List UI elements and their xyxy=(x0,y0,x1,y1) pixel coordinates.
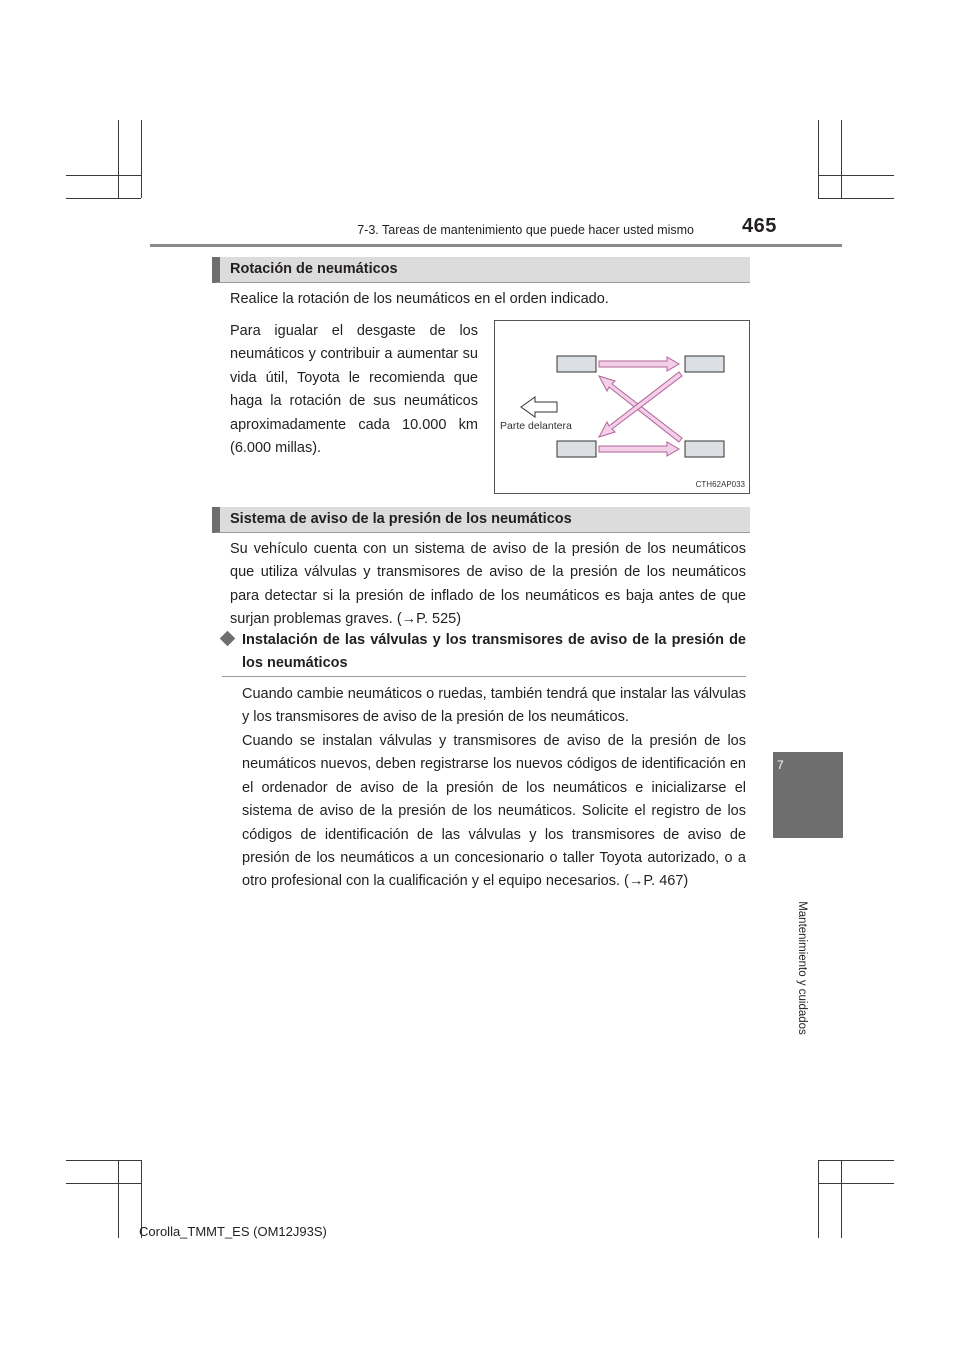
running-header: 7-3. Tareas de mantenimiento que puede hacer usted mismo xyxy=(357,223,694,237)
crop-mark xyxy=(118,1160,119,1238)
crop-mark xyxy=(818,1160,894,1161)
section-heading-text: Rotación de neumáticos xyxy=(230,261,398,277)
crop-mark xyxy=(141,120,142,198)
crop-mark xyxy=(66,175,141,176)
figure-code: CTH62AP033 xyxy=(695,480,745,489)
chapter-number: 7 xyxy=(777,758,784,772)
tire-rear-right xyxy=(685,441,724,457)
tire-front-right xyxy=(557,441,596,457)
crop-mark xyxy=(66,198,141,199)
crop-mark xyxy=(818,1160,819,1238)
front-direction-arrow xyxy=(521,397,557,417)
tire-rotation-diagram xyxy=(495,321,751,495)
tpws-para-1: Cuando cambie neumáticos o ruedas, también tendrá que instalar las válvulas y los transmisores de aviso de la presión de los neumáticos. xyxy=(242,686,746,726)
crop-mark xyxy=(118,120,119,198)
crop-mark xyxy=(818,198,894,199)
subheading-text: Instalación de las válvulas y los transmisores de aviso de la presión de los neumáticos xyxy=(242,632,746,672)
rotation-arrow-bottom xyxy=(599,442,679,456)
crop-mark xyxy=(818,1183,894,1184)
tpws-subheading xyxy=(222,629,746,676)
subheading-rule xyxy=(222,676,746,677)
rotation-intro: Realice la rotación de los neumáticos en el orden indicado. xyxy=(230,291,609,307)
chapter-tab xyxy=(773,752,843,838)
crop-mark xyxy=(818,175,894,176)
footer-model-code: Corolla_TMMT_ES (OM12J93S) xyxy=(139,1224,327,1239)
tpws-body: Su vehículo cuenta con un sistema de aviso de la presión de los neumáticos que utiliza válvulas y transmisores de aviso de la presión de los neumáticos para detectar si la presión de inflado de los neumáticos es baja antes de que surjan problemas graves. (→P. 525) xyxy=(230,541,746,628)
tpws-para-2: Cuando se instalan válvulas y transmisores de aviso de la presión de los neumáticos nuevos, deben registrarse los nuevos códigos de identificación en el ordenador de aviso de la presión de los neumáticos e inicializarse el sistema de aviso de la presión de los neumáticos. Solicite el registro de los códigos de identificación de las válvulas y los transmisores de aviso de presión de los neumáticos a un concesionario o taller Toyota autorizado, o a otro profesional con la cualificación y el equipo necesarios. (→P. 467) xyxy=(242,733,746,890)
crop-mark xyxy=(841,1160,842,1238)
crop-mark xyxy=(66,1160,141,1161)
crop-mark xyxy=(841,120,842,198)
rotation-body: Para igualar el desgaste de los neumáticos y contribuir a aumentar su vida útil, Toyota le recomienda que haga la rotación de sus neumáticos aproximadamente cada 10.000 km (6.000 millas). xyxy=(230,323,478,457)
section-heading-text: Sistema de aviso de la presión de los neumáticos xyxy=(230,511,572,527)
tire-rear-left xyxy=(685,356,724,372)
rotation-arrow-top xyxy=(599,357,679,371)
section-heading-rotation xyxy=(212,257,750,283)
diamond-bullet-icon xyxy=(220,631,236,647)
chapter-label: Mantenimiento y cuidados xyxy=(796,901,808,1035)
crop-mark xyxy=(818,120,819,198)
section-heading-tpws xyxy=(212,507,750,533)
tire-rotation-figure xyxy=(494,320,750,494)
crop-mark xyxy=(66,1183,141,1184)
header-rule xyxy=(150,244,842,247)
front-label: Parte delantera xyxy=(500,420,572,432)
tire-front-left xyxy=(557,356,596,372)
page-number: 465 xyxy=(742,215,777,237)
